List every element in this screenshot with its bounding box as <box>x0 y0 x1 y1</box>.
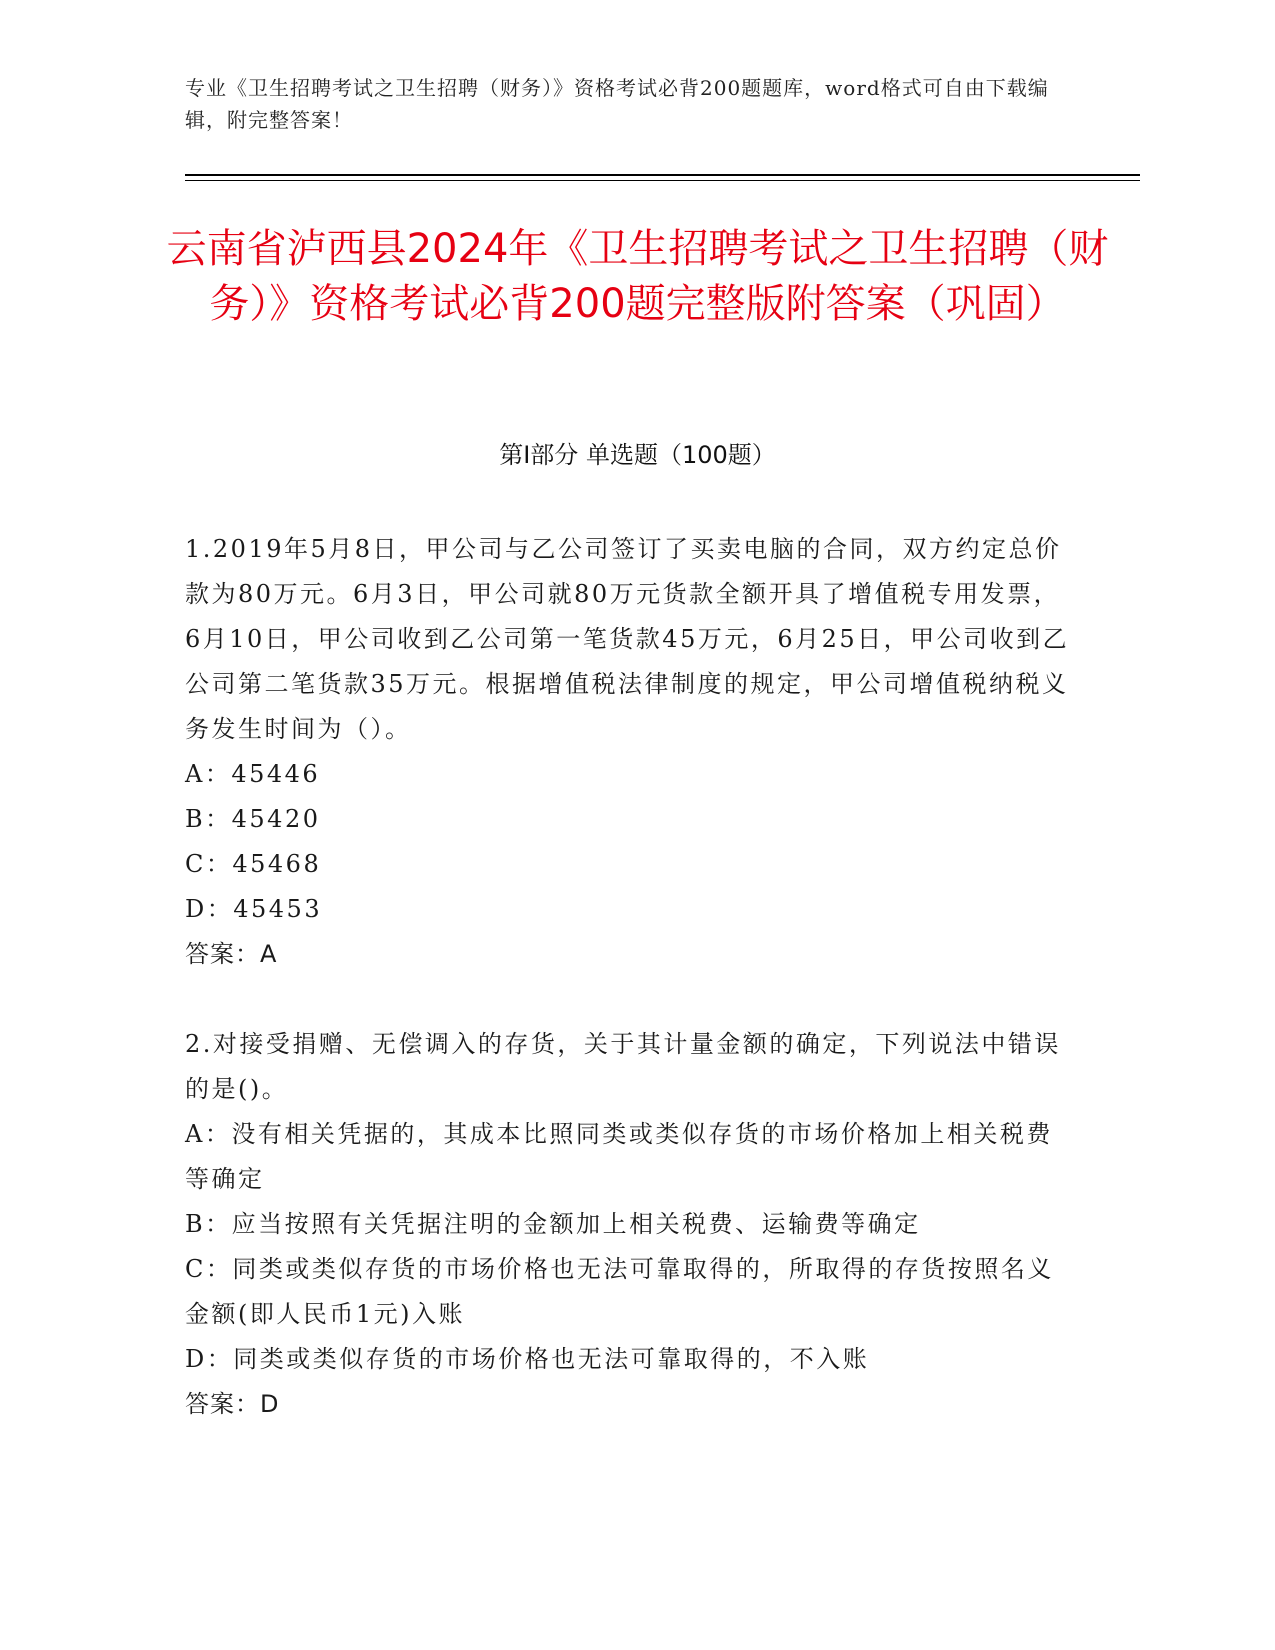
option-c: C：同类或类似存货的市场价格也无法可靠取得的，所取得的存货按照名义金额(即人民币1元)入账 <box>185 1255 1054 1328</box>
answer-line: 答案：A <box>185 940 278 968</box>
option-a: A：没有相关凭据的，其成本比照同类或类似存货的市场价格加上相关税费等确定 <box>185 1120 1053 1193</box>
question-list <box>185 527 1075 1472</box>
header-divider-thin <box>185 180 1140 181</box>
option-b: B：45420 <box>185 805 321 833</box>
option-b: B：应当按照有关凭据注明的金额加上相关税费、运输费等确定 <box>185 1210 921 1238</box>
section-title: 第Ⅰ部分 单选题（100题） <box>499 441 776 469</box>
option-a: A：45446 <box>185 760 321 788</box>
header-note: 专业《卫生招聘考试之卫生招聘（财务）》资格考试必背200题题库，word格式可自由下载编辑，附完整答案！ <box>185 76 1049 132</box>
question-stem: 1.2019年5月8日，甲公司与乙公司签订了买卖电脑的合同，双方约定总价款为80万元。6月3日，甲公司就80万元货款全额开具了增值税专用发票，6月10日，甲公司收到乙公司第一笔货款45万元，6月25日，甲公司收到乙公司第二笔货款35万元。根据增值税法律制度的规定，甲公司增值税纳税义务发生时间为（）。 <box>185 535 1070 743</box>
header-divider-thick <box>185 174 1140 176</box>
option-d: D：同类或类似存货的市场价格也无法可靠取得的，不入账 <box>185 1345 870 1373</box>
option-d: D：45453 <box>185 895 323 923</box>
question-item-2 <box>185 1022 1075 1427</box>
document-title: 云南省泸西县2024年《卫生招聘考试之卫生招聘（财务）》资格考试必背200题完整版附答案（巩固） <box>166 226 1109 327</box>
answer-line: 答案：D <box>185 1390 280 1418</box>
question-item-1 <box>185 527 1075 977</box>
question-stem: 2.对接受捐赠、无偿调入的存货，关于其计量金额的确定，下列说法中错误的是()。 <box>185 1030 1061 1103</box>
option-c: C：45468 <box>185 850 322 878</box>
